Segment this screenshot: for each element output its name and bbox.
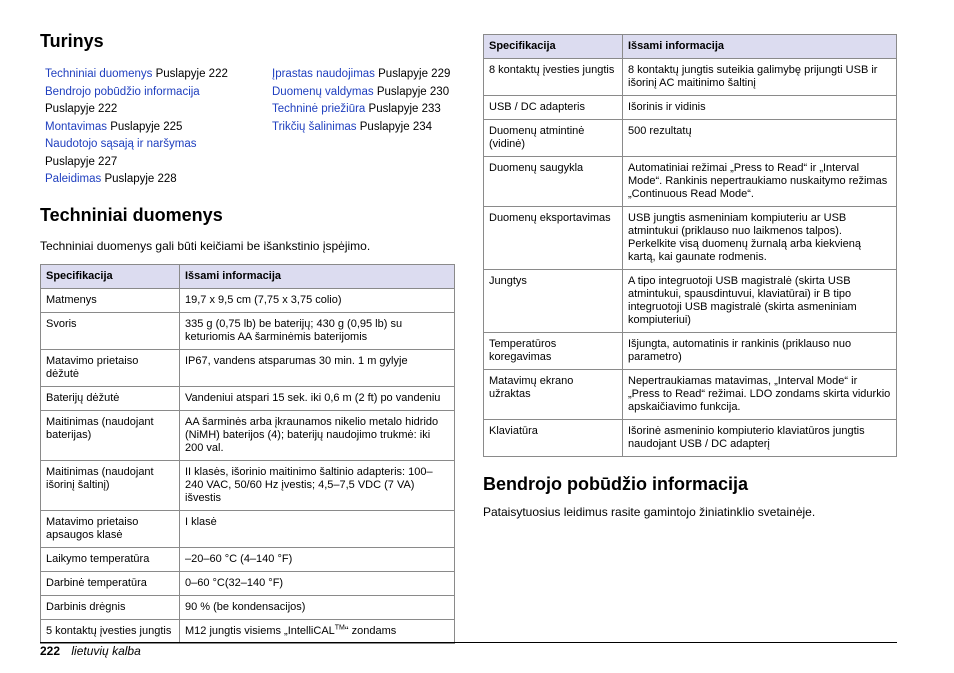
table-row: [41, 548, 455, 572]
spec-table-continued: [483, 34, 897, 457]
spec-cell: Maitinimas (naudojant baterijas): [41, 411, 180, 461]
info-cell: II klasės, išorinio maitinimo šaltinio adapteris: 100–240 VAC, 50/60 Hz įvestis; 4,5–7,5 VDC (7 VA) išvestis: [180, 461, 455, 511]
toc-link-trikciu-salinimas[interactable]: Trikčių šalinimas: [272, 120, 357, 133]
spec-cell: Temperatūros koregavimas: [484, 333, 623, 370]
table-row: [484, 207, 897, 270]
info-cell: 500 rezultatų: [623, 120, 897, 157]
right-column: [483, 34, 897, 519]
table-row: [41, 461, 455, 511]
info-cell: Išorinis ir vidinis: [623, 96, 897, 120]
toc-link-duomenu-valdymas[interactable]: Duomenų valdymas: [272, 85, 374, 98]
spec-cell: Baterijų dėžutė: [41, 387, 180, 411]
info-cell: Vandeniui atspari 15 sek. iki 0,6 m (2 ft) po vandeniu: [180, 387, 455, 411]
table-row: [41, 411, 455, 461]
toc-page: Puslapyje 230: [376, 85, 450, 98]
tech-spec-table: [40, 264, 455, 644]
spec-cell: Matavimo prietaiso apsaugos klasė: [41, 511, 180, 548]
table-row: [41, 511, 455, 548]
table-row: [484, 270, 897, 333]
header-spec: Specifikacija: [484, 35, 623, 59]
toc-entry: [45, 136, 245, 171]
info-cell: AA šarminės arba įkraunamos nikelio metalo hidrido (NiMH) baterijos (4); baterijų naudojimo trukmė: iki 200 val.: [180, 411, 455, 461]
info-cell: 335 g (0,75 lb) be baterijų; 430 g (0,95 lb) su keturiomis AA šarminėmis baterijomis: [180, 313, 455, 350]
spec-cell: Darbinė temperatūra: [41, 572, 180, 596]
table-header-row: [484, 35, 897, 59]
header-info: Išsami informacija: [180, 265, 455, 289]
table-row: [484, 157, 897, 207]
toc-entry: [45, 119, 245, 137]
info-cell: 0–60 °C(32–140 °F): [180, 572, 455, 596]
toc-page: Puslapyje 222: [155, 68, 228, 80]
info-cell: IP67, vandens atsparumas 30 min. 1 m gylyje: [180, 350, 455, 387]
spec-cell: 8 kontaktų įvesties jungtis: [484, 59, 623, 96]
table-row: [41, 620, 455, 644]
info-cell: USB jungtis asmeniniam kompiuteriu ar USB atmintukui (priklauso nuo laikmenos talpos). Perkelkite visą duomenų žurnalą arba kiekvieną kartą, kai gaunate rodmenis.: [623, 207, 897, 270]
spec-cell: Duomenų saugykla: [484, 157, 623, 207]
info-cell: Išjungta, automatinis ir rankinis (priklauso nuo parametro): [623, 333, 897, 370]
toc-title: Turinys: [40, 31, 104, 51]
table-row: [484, 96, 897, 120]
info-text: “ zondams: [344, 625, 397, 637]
left-column: [40, 30, 455, 644]
info-cell: [180, 620, 455, 644]
trademark-mark: TM: [334, 624, 345, 632]
page-number: 222: [40, 644, 61, 658]
page-footer: [40, 643, 141, 659]
table-row: [484, 59, 897, 96]
header-info: Išsami informacija: [623, 35, 897, 59]
spec-cell: Darbinis drėgnis: [41, 596, 180, 620]
spec-cell: 5 kontaktų įvesties jungtis: [41, 620, 180, 644]
tech-section-title: Techniniai duomenys: [40, 205, 223, 225]
toc-column-right: [272, 66, 462, 136]
table-row: [484, 420, 897, 457]
table-row: [41, 387, 455, 411]
toc-entry: [272, 119, 462, 137]
table-row: [41, 596, 455, 620]
toc-page: Puslapyje 229: [378, 68, 451, 80]
table-row: [41, 572, 455, 596]
toc-entry: [272, 66, 462, 84]
toc-page: Puslapyje 234: [359, 120, 433, 133]
toc-link-naudotojo-sasaja[interactable]: Naudotojo sąsają ir naršymas: [45, 138, 197, 150]
info-cell: 8 kontaktų jungtis suteikia galimybę prijungti USB ir išorinį AC maitinimo šaltinį: [623, 59, 897, 96]
table-row: [41, 289, 455, 313]
toc-entry: [45, 66, 245, 84]
toc-page: Puslapyje 225: [110, 120, 183, 133]
table-row: [41, 350, 455, 387]
spec-cell: Laikymo temperatūra: [41, 548, 180, 572]
toc-link-iprastas-naudojimas[interactable]: Įprastas naudojimas: [272, 68, 375, 80]
spec-cell: Svoris: [41, 313, 180, 350]
info-cell: 19,7 x 9,5 cm (7,75 x 3,75 colio): [180, 289, 455, 313]
toc-page: Puslapyje 233: [368, 103, 441, 115]
info-cell: –20–60 °C (4–140 °F): [180, 548, 455, 572]
spec-cell: Jungtys: [484, 270, 623, 333]
table-row: [484, 120, 897, 157]
info-cell: A tipo integruotoji USB magistralė (skirta USB atmintukui, spausdintuvui, klaviatūrai) ir B tipo integruotoji USB magistralė (skirta asmeniniam kompiuteriui): [623, 270, 897, 333]
spec-cell: Duomenų atmintinė (vidinė): [484, 120, 623, 157]
toc-column-left: [45, 66, 245, 189]
spec-cell: Maitinimas (naudojant išorinį šaltinį): [41, 461, 180, 511]
footer-language: lietuvių kalba: [71, 644, 141, 658]
toc-page: Puslapyje 222: [45, 103, 118, 115]
info-text: M12 jungtis visiems „IntelliCAL: [185, 625, 335, 637]
toc-link-montavimas[interactable]: Montavimas: [45, 120, 107, 133]
tech-intro: Techniniai duomenys gali būti keičiami be išankstinio įspėjimo.: [40, 239, 371, 253]
info-cell: Automatiniai režimai „Press to Read“ ir „Interval Mode“. Rankinis nepertraukiamo nuskaitymo režimas „Continuous Read Mode“.: [623, 157, 897, 207]
toc-entry: [272, 84, 462, 102]
table-row: [41, 313, 455, 350]
toc-link-techniniai-duomenys[interactable]: Techniniai duomenys: [45, 68, 153, 80]
toc-entry: [45, 84, 245, 119]
general-info-section: [483, 473, 897, 519]
toc-page: Puslapyje 228: [104, 173, 177, 185]
table-row: [484, 370, 897, 420]
header-spec: Specifikacija: [41, 265, 180, 289]
spec-cell: Matavimų ekrano užraktas: [484, 370, 623, 420]
spec-cell: Matmenys: [41, 289, 180, 313]
table-header-row: [41, 265, 455, 289]
general-section-title: Bendrojo pobūdžio informacija: [483, 474, 748, 494]
info-cell: 90 % (be kondensacijos): [180, 596, 455, 620]
spec-cell: Klaviatūra: [484, 420, 623, 457]
table-row: [484, 333, 897, 370]
spec-cell: Duomenų eksportavimas: [484, 207, 623, 270]
toc-entry: [272, 101, 462, 119]
toc-link-bendrojo-informacija[interactable]: Bendrojo pobūdžio informacija: [45, 85, 200, 98]
spec-cell: Matavimo prietaiso dėžutė: [41, 350, 180, 387]
info-cell: I klasė: [180, 511, 455, 548]
toc-link-technine-prieziura[interactable]: Techninė priežiūra: [272, 103, 366, 115]
info-cell: Nepertraukiamas matavimas, „Interval Mode“ ir „Press to Read“ režimai. LDO zondams skirta vidurkio apskaičiavimo funkcija.: [623, 370, 897, 420]
toc-page: Puslapyje 227: [45, 155, 118, 168]
table-of-contents: [40, 66, 455, 185]
info-cell: Išorinė asmeninio kompiuterio klaviatūros jungtis naudojant USB / DC adapterį: [623, 420, 897, 457]
toc-entry: [45, 171, 245, 189]
toc-link-paleidimas[interactable]: Paleidimas: [45, 173, 102, 185]
spec-cell: USB / DC adapteris: [484, 96, 623, 120]
general-text: Pataisytuosius leidimus rasite gamintojo žiniatinklio svetainėje.: [483, 505, 816, 519]
footer-divider: [40, 642, 897, 643]
